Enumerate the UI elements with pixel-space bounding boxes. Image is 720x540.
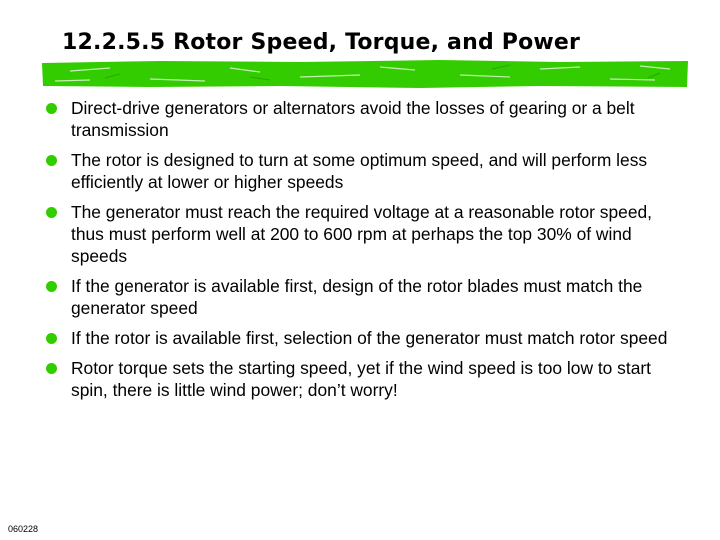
bullet-text: The rotor is designed to turn at some optimum speed, and will perform less efficiently at lower or higher speeds — [71, 150, 648, 192]
title-underline-bar — [40, 59, 690, 89]
bullet-dot-icon — [46, 103, 57, 114]
bullet-dot-icon — [46, 155, 57, 166]
footer-code: 060228 — [8, 524, 39, 534]
bullet-item — [42, 201, 682, 267]
bullet-item — [42, 275, 682, 319]
bullet-text: If the rotor is available first, selection of the generator must match rotor speed — [71, 328, 668, 348]
bullet-text: Direct-drive generators or alternators avoid the losses of gearing or a belt transmission — [71, 98, 635, 140]
bullet-dot-icon — [46, 333, 57, 344]
bullet-list — [42, 97, 682, 409]
slide-title: 12.2.5.5 Rotor Speed, Torque, and Power — [62, 30, 581, 55]
bullet-item — [42, 357, 682, 401]
bullet-dot-icon — [46, 363, 57, 374]
bullet-text: If the generator is available first, design of the rotor blades must match the generator speed — [71, 276, 643, 318]
bullet-item — [42, 97, 682, 141]
bullet-text: Rotor torque sets the starting speed, yet if the wind speed is too low to start spin, there is little wind power; don’t worry! — [71, 358, 651, 400]
bullet-text: The generator must reach the required voltage at a reasonable rotor speed, thus must perform well at 200 to 600 rpm at perhaps the top 30% of wind speeds — [71, 202, 653, 266]
bullet-item — [42, 149, 682, 193]
bullet-dot-icon — [46, 281, 57, 292]
bullet-dot-icon — [46, 207, 57, 218]
bullet-item — [42, 327, 682, 349]
